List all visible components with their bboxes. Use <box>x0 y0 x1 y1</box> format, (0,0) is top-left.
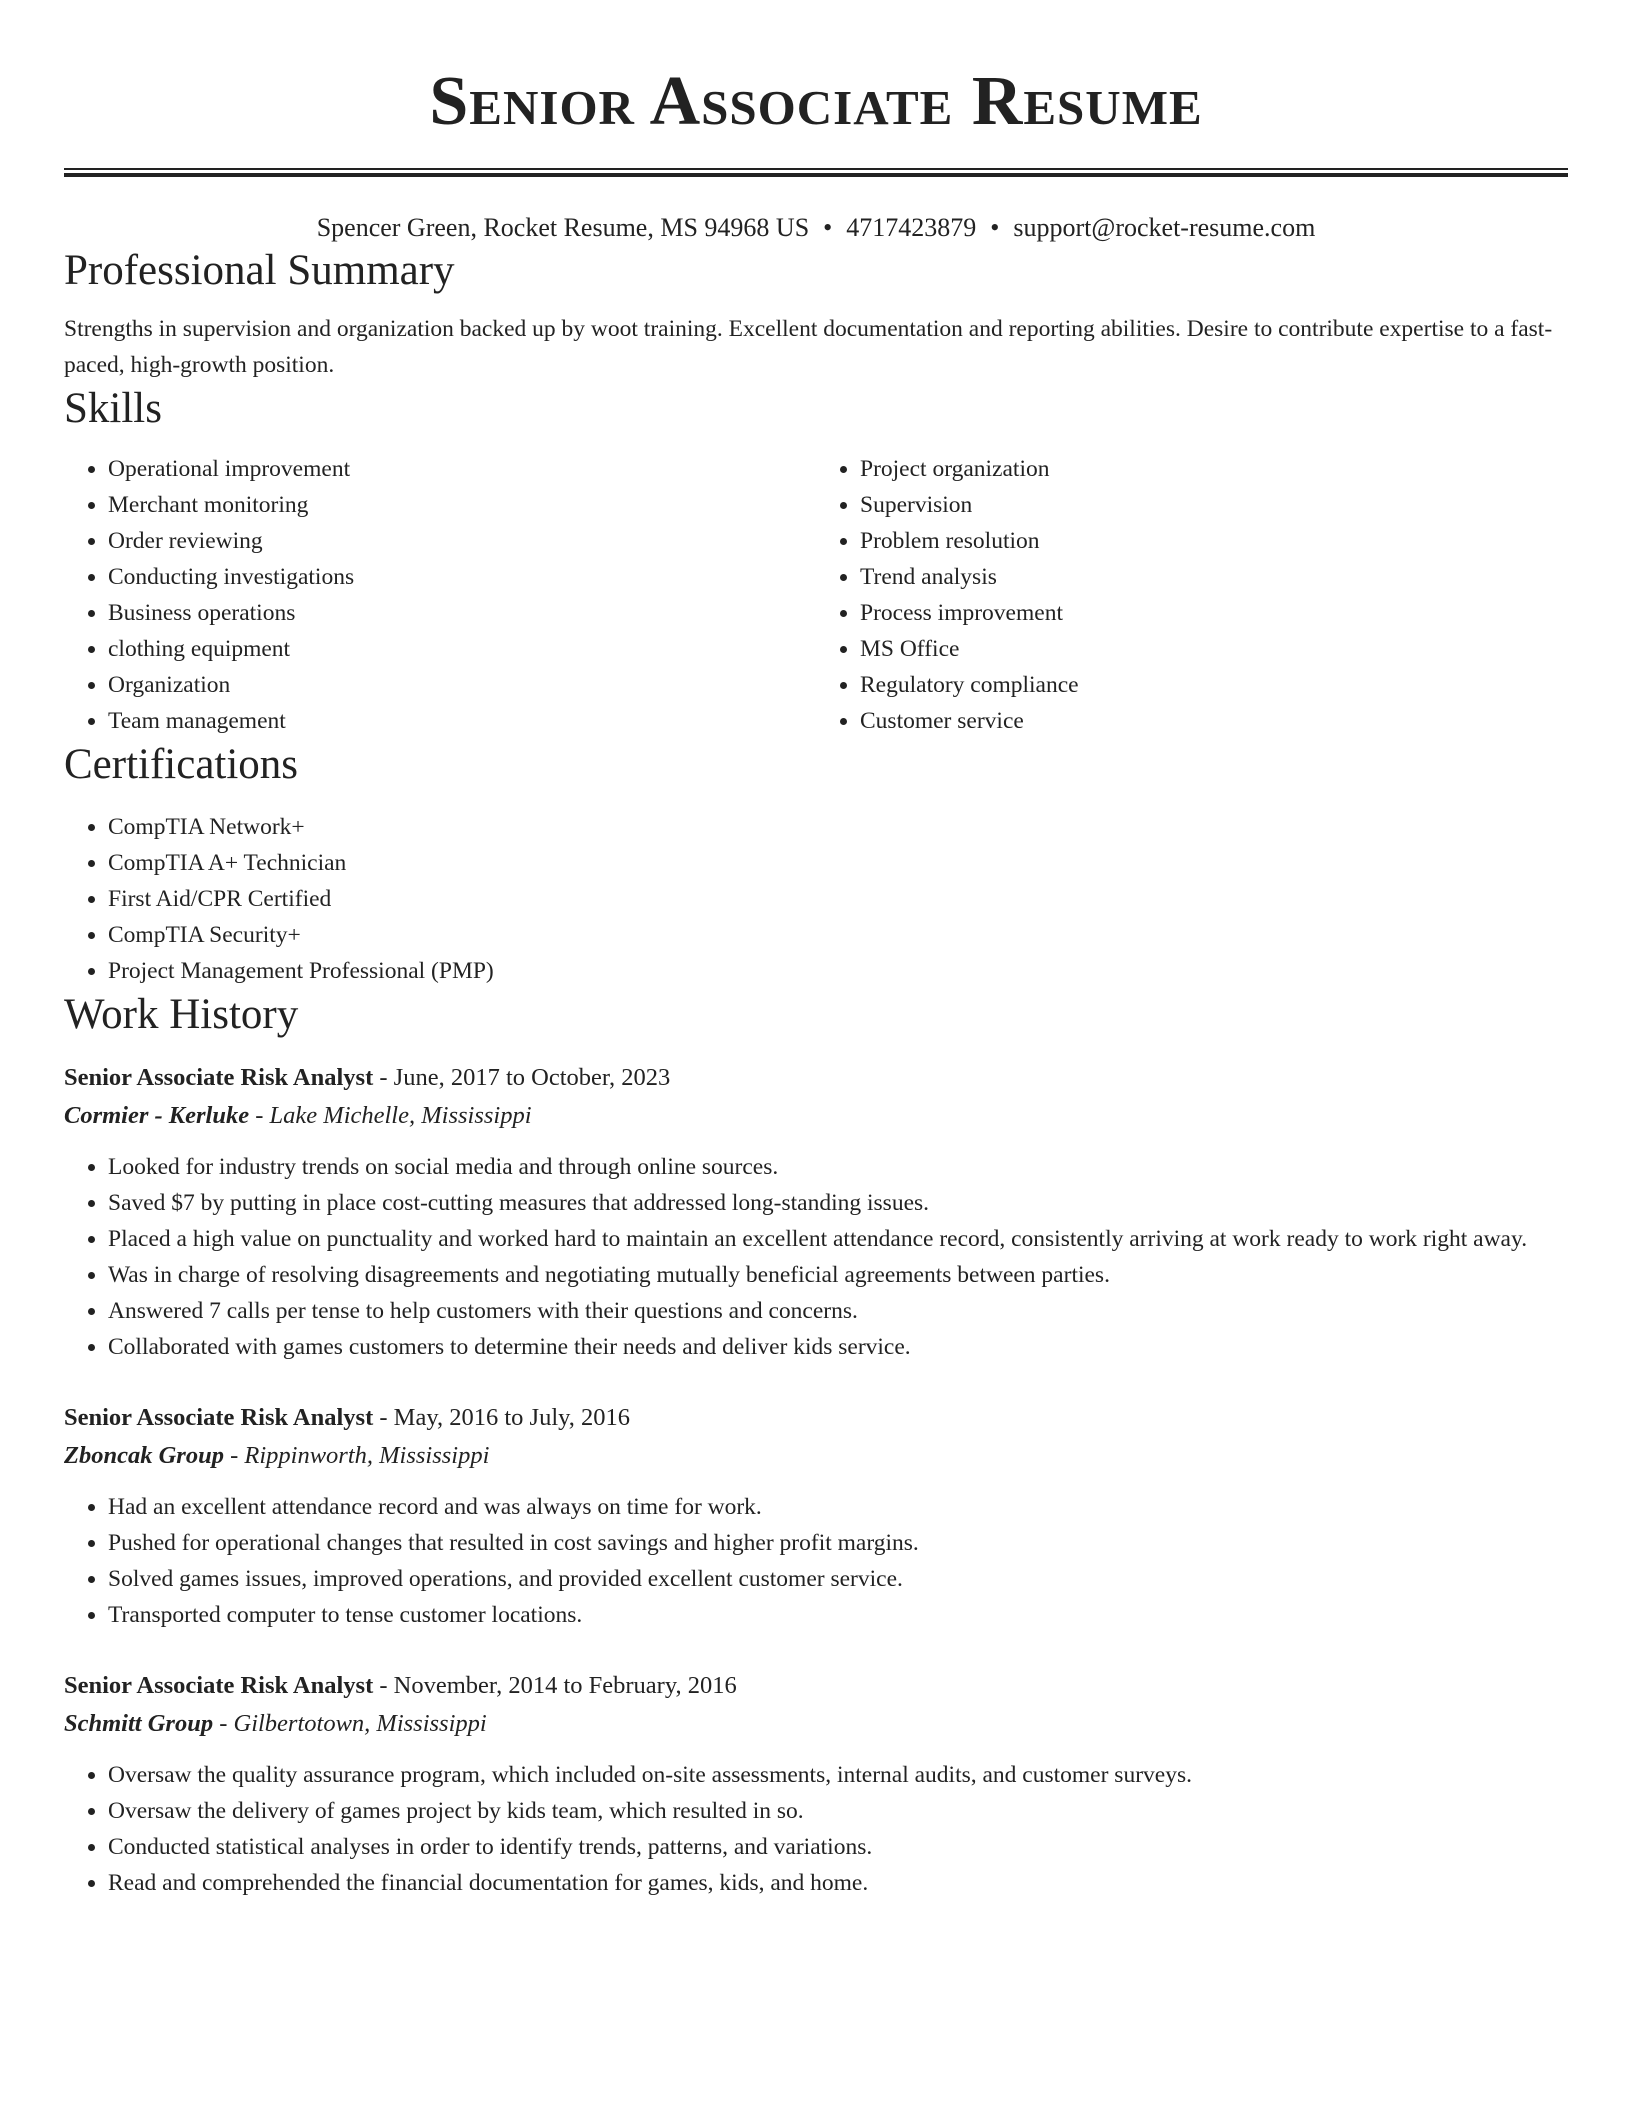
skill-item: • Conducting investigations <box>108 559 816 595</box>
skill-item: • Order reviewing <box>108 523 816 559</box>
job-dates: - May, 2016 to July, 2016 <box>373 1404 631 1431</box>
certification-item: • CompTIA Security+ <box>108 917 1568 953</box>
job-location: - Gilbertotown, Mississippi <box>213 1710 487 1737</box>
certifications-list <box>64 809 1568 989</box>
skill-item: • Customer service <box>860 703 1568 739</box>
job-bullet: • Looked for industry trends on social media and through online sources. <box>108 1149 1568 1185</box>
job-bullets <box>64 1757 1568 1901</box>
contact-address: Spencer Green, Rocket Resume, MS 94968 US <box>316 213 810 242</box>
skills-heading: Skills <box>64 385 162 432</box>
job-bullets <box>64 1489 1568 1633</box>
skill-item: • Process improvement <box>860 595 1568 631</box>
skill-item: • clothing equipment <box>108 631 816 667</box>
job-location: - Lake Michelle, Mississippi <box>249 1102 532 1129</box>
title-divider <box>64 168 1568 177</box>
skill-item: • Business operations <box>108 595 816 631</box>
job-bullet: • Oversaw the quality assurance program, which included on-site assessments, internal audits, and customer surveys. <box>108 1757 1568 1793</box>
work-history-heading: Work History <box>64 991 299 1038</box>
job-bullet: • Saved $7 by putting in place cost-cutting measures that addressed long-standing issues. <box>108 1185 1568 1221</box>
contact-separator: • <box>823 213 833 242</box>
certification-item: • Project Management Professional (PMP) <box>108 953 1568 989</box>
job-bullet: • Pushed for operational changes that resulted in cost savings and higher profit margins. <box>108 1525 1568 1561</box>
job-bullet: • Placed a high value on punctuality and worked hard to maintain an excellent attendance record, consistently arriving at work ready to work right away. <box>108 1221 1568 1257</box>
job-title-line <box>64 1399 1568 1437</box>
contact-line <box>64 211 1568 245</box>
skill-item: • Operational improvement <box>108 451 816 487</box>
certifications-heading: Certifications <box>64 741 299 788</box>
contact-separator: • <box>990 213 1000 242</box>
certification-item: • CompTIA Network+ <box>108 809 1568 845</box>
skill-item: • Trend analysis <box>860 559 1568 595</box>
skill-item: • Project organization <box>860 451 1568 487</box>
contact-email: support@rocket-resume.com <box>1013 213 1316 242</box>
skills-column-right <box>816 451 1568 739</box>
job-dates: - June, 2017 to October, 2023 <box>373 1064 671 1091</box>
skill-item: • Team management <box>108 703 816 739</box>
skill-item: • Supervision <box>860 487 1568 523</box>
job-company-line <box>64 1437 1568 1475</box>
job-company: Schmitt Group <box>64 1710 214 1737</box>
job-entry <box>64 1059 1568 1365</box>
job-bullet: • Solved games issues, improved operations, and provided excellent customer service. <box>108 1561 1568 1597</box>
job-role: Senior Associate Risk Analyst <box>64 1404 374 1431</box>
skill-item: • Merchant monitoring <box>108 487 816 523</box>
job-bullet: • Transported computer to tense customer locations. <box>108 1597 1568 1633</box>
certification-item: • First Aid/CPR Certified <box>108 881 1568 917</box>
skills-list <box>64 451 1568 739</box>
job-bullet: • Read and comprehended the financial documentation for games, kids, and home. <box>108 1865 1568 1901</box>
job-title-line <box>64 1667 1568 1705</box>
skill-item: • Regulatory compliance <box>860 667 1568 703</box>
job-bullet: • Had an excellent attendance record and was always on time for work. <box>108 1489 1568 1525</box>
page-title: Senior Associate Resume <box>429 63 1203 140</box>
job-entry <box>64 1667 1568 1901</box>
skill-item: • Organization <box>108 667 816 703</box>
skill-item: • MS Office <box>860 631 1568 667</box>
job-company: Zboncak Group <box>64 1442 224 1469</box>
job-location: - Rippinworth, Mississippi <box>223 1442 490 1469</box>
summary-heading: Professional Summary <box>64 247 455 294</box>
job-entry <box>64 1399 1568 1633</box>
job-company: Cormier - Kerluke <box>64 1102 250 1129</box>
summary-text: Strengths in supervision and organization backed up by woot training. Excellent documentation and reporting abilities. Desire to contribute expertise to a fast-paced, high-growth position. <box>64 316 1553 378</box>
job-company-line <box>64 1705 1568 1743</box>
job-bullets <box>64 1149 1568 1365</box>
job-bullet: • Oversaw the delivery of games project by kids team, which resulted in so. <box>108 1793 1568 1829</box>
certification-item: • CompTIA A+ Technician <box>108 845 1568 881</box>
job-bullet: • Was in charge of resolving disagreements and negotiating mutually beneficial agreements between parties. <box>108 1257 1568 1293</box>
job-title-line <box>64 1059 1568 1097</box>
skill-item: • Problem resolution <box>860 523 1568 559</box>
job-bullet: • Collaborated with games customers to determine their needs and deliver kids service. <box>108 1329 1568 1365</box>
job-bullet: • Conducted statistical analyses in order to identify trends, patterns, and variations. <box>108 1829 1568 1865</box>
job-role: Senior Associate Risk Analyst <box>64 1672 374 1699</box>
job-bullet: • Answered 7 calls per tense to help customers with their questions and concerns. <box>108 1293 1568 1329</box>
job-company-line <box>64 1097 1568 1135</box>
skills-column-left <box>64 451 816 739</box>
contact-phone: 4717423879 <box>846 213 977 242</box>
job-role: Senior Associate Risk Analyst <box>64 1064 374 1091</box>
job-dates: - November, 2014 to February, 2016 <box>373 1672 737 1699</box>
